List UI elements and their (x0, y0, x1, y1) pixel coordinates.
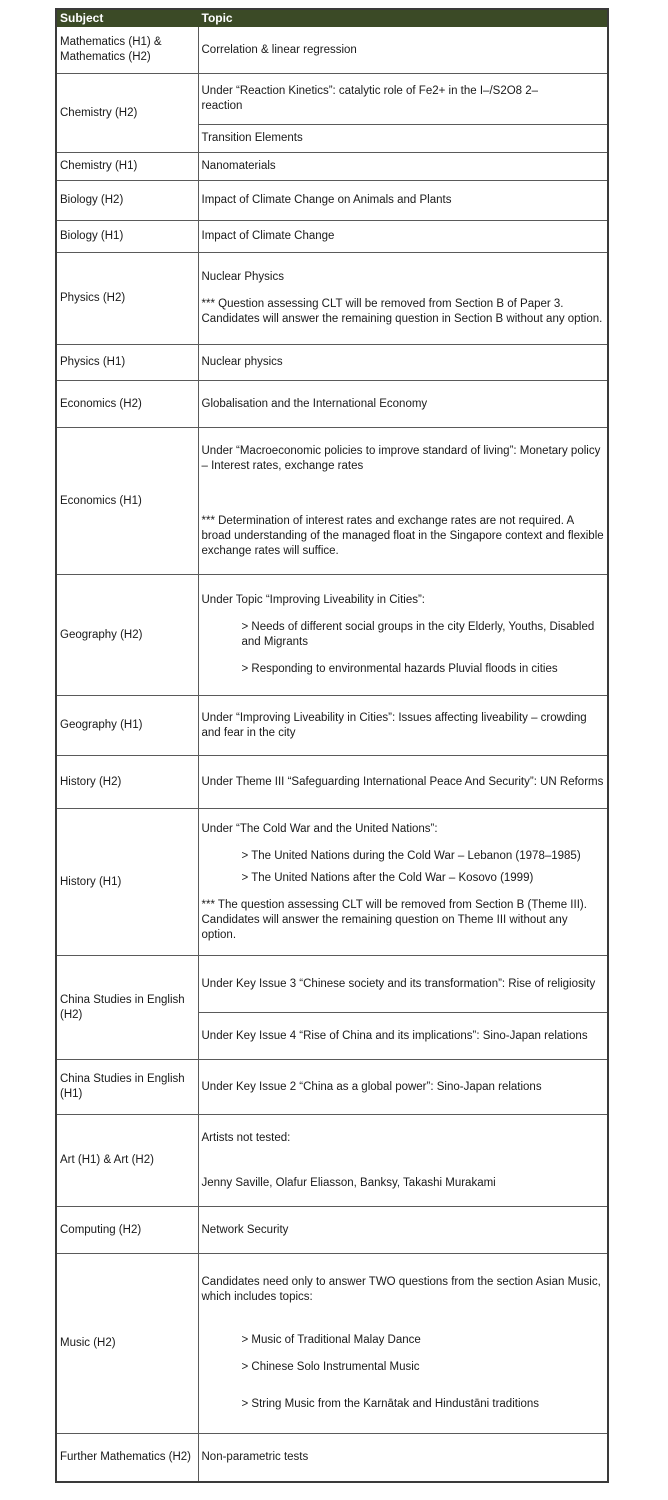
table-row (56, 756, 608, 809)
topic-cell: Non-parametric tests (198, 1434, 608, 1482)
table-row (56, 74, 608, 125)
subject-cell: Geography (H1) (56, 696, 198, 756)
subject-cell: Further Mathematics (H2) (56, 1434, 198, 1482)
subject-cell: Computing (H2) (56, 1207, 198, 1254)
subject-cell: Geography (H2) (56, 575, 198, 696)
table-row (56, 809, 608, 956)
subject-cell: Mathematics (H1) & Mathematics (H2) (56, 27, 198, 74)
table-row (56, 221, 608, 253)
topic-cell (198, 1254, 608, 1434)
table-row (56, 181, 608, 221)
topic-text: Nuclear Physics (201, 271, 284, 283)
topic-cell: Nanomaterials (198, 153, 608, 181)
table-row (56, 27, 608, 74)
topic-cell: Transition Elements (198, 125, 608, 153)
topic-cell (198, 1115, 608, 1207)
topic-cell: Nuclear physics (198, 345, 608, 381)
list-item: > Music of Traditional Malay Dance (241, 1334, 421, 1346)
topic-cell: Correlation & linear regression (198, 27, 608, 74)
intro-text: Candidates need only to answer TWO questions from the section Asian Music, which includes topics: (201, 1276, 601, 1303)
table-row (56, 956, 608, 1013)
list-item: > Chinese Solo Instrumental Music (241, 1361, 420, 1373)
topic-header: Topic (198, 9, 608, 27)
topic-cell: Under Key Issue 3 “Chinese society and its transformation”: Rise of religiosity (198, 956, 608, 1013)
subject-cell: Physics (H1) (56, 345, 198, 381)
subject-cell: Chemistry (H2) (56, 74, 198, 153)
artists-text: Jenny Saville, Olafur Eliasson, Banksy, Takashi Murakami (201, 1176, 496, 1189)
topic-cell: Under “Improving Liveability in Cities”: Issues affecting liveability – crowding and fear in the city (198, 696, 608, 756)
subject-cell: Art (H1) & Art (H2) (56, 1115, 198, 1207)
subject-cell: History (H2) (56, 756, 198, 809)
topic-cell: Impact of Climate Change on Animals and Plants (198, 181, 608, 221)
table-row (56, 1207, 608, 1254)
intro-text: Under “The Cold War and the United Nations”: (201, 822, 438, 835)
table-row (56, 1060, 608, 1115)
table-row (56, 345, 608, 381)
topic-cell (198, 253, 608, 345)
topic-cell: Globalisation and the International Economy (198, 381, 608, 428)
topic-cell: Under Key Issue 4 “Rise of China and its implications”: Sino-Japan relations (198, 1013, 608, 1060)
subject-cell: Biology (H2) (56, 181, 198, 221)
topic-cell: Under “Reaction Kinetics”: catalytic role of Fe2+ in the I–/S2O8 2– reaction (198, 74, 608, 125)
note-text: *** The question assessing CLT will be removed from Section B (Theme III). Candidates will answer the remaining question on Theme III without any option. (201, 898, 587, 941)
list-item: > Responding to environmental hazards Pluvial floods in cities (241, 663, 558, 675)
table-row (56, 253, 608, 345)
subject-cell: Economics (H1) (56, 428, 198, 575)
note-text: *** Determination of interest rates and exchange rates are not required. A broad understanding of the managed float in the Singapore context and flexible exchange rates will suffice. (201, 514, 604, 557)
topic-cell (198, 809, 608, 956)
table-row (56, 381, 608, 428)
subject-cell: Chemistry (H1) (56, 153, 198, 181)
list-item: > The United Nations during the Cold War – Lebanon (1978–1985) (241, 849, 581, 862)
table-row (56, 575, 608, 696)
topic-cell: Under Key Issue 2 “China as a global power”: Sino-Japan relations (198, 1060, 608, 1115)
list-item: > String Music from the Karnātak and Hindustāni traditions (241, 1398, 540, 1410)
subject-cell: Music (H2) (56, 1254, 198, 1434)
table-row (56, 1115, 608, 1207)
table-row (56, 1434, 608, 1482)
intro-text: Under Topic “Improving Liveability in Cities”: (201, 594, 425, 606)
topic-cell (198, 428, 608, 575)
intro-text: Artists not tested: (201, 1131, 291, 1144)
list-item: > Needs of different social groups in the city Elderly, Youths, Disabled and Migrants (241, 621, 595, 648)
subject-cell: Biology (H1) (56, 221, 198, 253)
table-row (56, 1254, 608, 1434)
topic-cell: Network Security (198, 1207, 608, 1254)
table-row (56, 153, 608, 181)
note-text: *** Question assessing CLT will be removed from Section B of Paper 3. Candidates will answer the remaining question in Section B without any option. (201, 298, 603, 325)
subject-cell: Economics (H2) (56, 381, 198, 428)
topic-cell: Under Theme III “Safeguarding International Peace And Security”: UN Reforms (198, 756, 608, 809)
subject-cell: History (H1) (56, 809, 198, 956)
table-row (56, 696, 608, 756)
topic-cell (198, 575, 608, 696)
header-row (56, 9, 608, 27)
subject-cell: Physics (H2) (56, 253, 198, 345)
subject-header: Subject (56, 9, 198, 27)
subject-cell: China Studies in English (H2) (56, 956, 198, 1060)
syllabus-table (55, 8, 609, 1483)
table-row (56, 428, 608, 575)
topic-text: Under “Macroeconomic policies to improve standard of living”: Monetary policy – Interest rates, exchange rates (201, 444, 601, 472)
topic-cell: Impact of Climate Change (198, 221, 608, 253)
list-item: > The United Nations after the Cold War – Kosovo (1999) (241, 871, 534, 884)
subject-cell: China Studies in English (H1) (56, 1060, 198, 1115)
